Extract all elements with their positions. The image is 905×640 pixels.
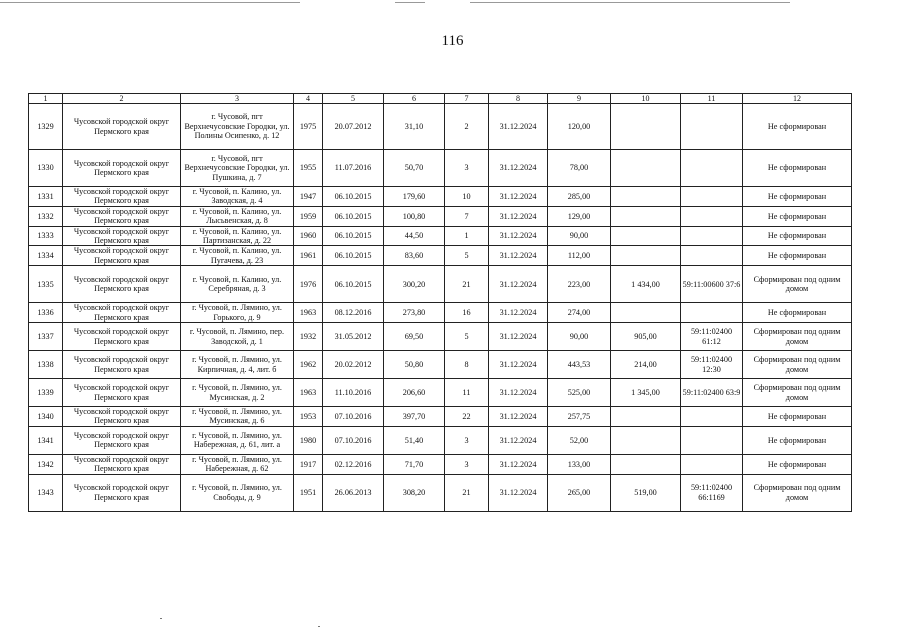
- table-cell-col-10: [611, 303, 681, 323]
- table-cell-col-2: Чусовской городской округ Пермского края: [63, 206, 181, 226]
- table-cell-col-4: 1955: [294, 150, 323, 187]
- column-header: 2: [63, 94, 181, 104]
- table-cell-col-6: 51,40: [384, 426, 445, 454]
- table-cell-col-3: г. Чусовой, п. Лямино, ул. Мусинская, д. 2: [181, 379, 294, 407]
- table-cell-col-6: 69,50: [384, 323, 445, 351]
- table-cell-col-2: Чусовской городской округ Пермского края: [63, 379, 181, 407]
- registry-table: [28, 93, 852, 512]
- table-cell-col-11: [681, 246, 743, 266]
- table-cell-col-9: 257,75: [548, 407, 611, 427]
- table-cell-col-7: 21: [445, 474, 489, 511]
- table-cell-col-1: 1331: [29, 187, 63, 207]
- table-cell-col-4: 1951: [294, 474, 323, 511]
- table-cell-col-1: 1341: [29, 426, 63, 454]
- table-cell-col-1: 1343: [29, 474, 63, 511]
- table-cell-col-4: 1947: [294, 187, 323, 207]
- table-cell-col-2: Чусовской городской округ Пермского края: [63, 187, 181, 207]
- page-number: 116: [441, 33, 464, 49]
- table-cell-col-3: г. Чусовой, п. Лямино, ул. Свободы, д. 9: [181, 474, 294, 511]
- table-cell-col-10: [611, 104, 681, 150]
- table-cell-col-7: 21: [445, 266, 489, 303]
- table-row: [29, 379, 852, 407]
- table-row: [29, 303, 852, 323]
- table-cell-col-2: Чусовской городской округ Пермского края: [63, 104, 181, 150]
- table-cell-col-11: [681, 407, 743, 427]
- table-cell-col-8: 31.12.2024: [489, 206, 548, 226]
- table-cell-col-2: Чусовской городской округ Пермского края: [63, 426, 181, 454]
- table-cell-col-8: 31.12.2024: [489, 426, 548, 454]
- table-row: [29, 226, 852, 246]
- table-cell-col-3: г. Чусовой, п. Калино, ул. Лысьвенская, д. 8: [181, 206, 294, 226]
- table-cell-col-11: 59:11:02400 63:9: [681, 379, 743, 407]
- table-cell-col-4: 1962: [294, 351, 323, 379]
- table-cell-col-6: 50,70: [384, 150, 445, 187]
- table-cell-col-8: 31.12.2024: [489, 246, 548, 266]
- table-cell-col-5: 06.10.2015: [323, 266, 384, 303]
- table-cell-col-7: 1: [445, 226, 489, 246]
- table-row: [29, 407, 852, 427]
- table-cell-col-7: 22: [445, 407, 489, 427]
- table-row: [29, 426, 852, 454]
- table-cell-col-6: 308,20: [384, 474, 445, 511]
- table-cell-col-3: г. Чусовой, п. Лямино, ул. Набережная, д. 61, лит. а: [181, 426, 294, 454]
- table-cell-col-5: 08.12.2016: [323, 303, 384, 323]
- table-cell-col-3: г. Чусовой, п. Лямино, ул. Кирпичная, д. 4, лит. б: [181, 351, 294, 379]
- table-cell-col-6: 50,80: [384, 351, 445, 379]
- table-cell-col-11: 59:11:02400 61:12: [681, 323, 743, 351]
- table-cell-col-1: 1334: [29, 246, 63, 266]
- table-cell-col-9: 112,00: [548, 246, 611, 266]
- table-cell-col-8: 31.12.2024: [489, 323, 548, 351]
- table-cell-col-4: 1963: [294, 379, 323, 407]
- table-row: [29, 206, 852, 226]
- table-cell-col-1: 1340: [29, 407, 63, 427]
- table-cell-col-12: Не сформирован: [743, 407, 852, 427]
- table-cell-col-4: 1975: [294, 104, 323, 150]
- table-cell-col-2: Чусовской городской округ Пермского края: [63, 266, 181, 303]
- table-cell-col-1: 1332: [29, 206, 63, 226]
- table-body: [29, 104, 852, 512]
- table-cell-col-12: Сформирован под одним домом: [743, 474, 852, 511]
- table-cell-col-9: 285,00: [548, 187, 611, 207]
- table-cell-col-1: 1336: [29, 303, 63, 323]
- table-cell-col-2: Чусовской городской округ Пермского края: [63, 226, 181, 246]
- table-cell-col-12: Не сформирован: [743, 150, 852, 187]
- table-cell-col-8: 31.12.2024: [489, 226, 548, 246]
- table-cell-col-10: [611, 454, 681, 474]
- column-header: 7: [445, 94, 489, 104]
- table-cell-col-9: 223,00: [548, 266, 611, 303]
- table-cell-col-1: 1342: [29, 454, 63, 474]
- table-cell-col-5: 02.12.2016: [323, 454, 384, 474]
- table-cell-col-8: 31.12.2024: [489, 474, 548, 511]
- table-cell-col-4: 1961: [294, 246, 323, 266]
- table-cell-col-5: 07.10.2016: [323, 407, 384, 427]
- table-cell-col-10: [611, 206, 681, 226]
- table-cell-col-9: 525,00: [548, 379, 611, 407]
- table-cell-col-5: 31.05.2012: [323, 323, 384, 351]
- table-cell-col-5: 06.10.2015: [323, 206, 384, 226]
- table-row: [29, 266, 852, 303]
- scan-edge-line: [470, 2, 790, 3]
- table-cell-col-10: 214,00: [611, 351, 681, 379]
- table-row: [29, 454, 852, 474]
- table-cell-col-11: [681, 104, 743, 150]
- table-cell-col-9: 265,00: [548, 474, 611, 511]
- table-cell-col-7: 3: [445, 150, 489, 187]
- table-cell-col-4: 1976: [294, 266, 323, 303]
- table-cell-col-11: 59:11:00600 37:6: [681, 266, 743, 303]
- table-cell-col-3: г. Чусовой, п. Калино, ул. Серебряная, д. 3: [181, 266, 294, 303]
- table-cell-col-5: 20.02.2012: [323, 351, 384, 379]
- table-cell-col-2: Чусовской городской округ Пермского края: [63, 246, 181, 266]
- table-cell-col-4: 1959: [294, 206, 323, 226]
- table-row: [29, 246, 852, 266]
- table-row: [29, 323, 852, 351]
- table-cell-col-10: [611, 426, 681, 454]
- table-cell-col-2: Чусовской городской округ Пермского края: [63, 150, 181, 187]
- table-cell-col-5: 06.10.2015: [323, 226, 384, 246]
- table-cell-col-2: Чусовской городской округ Пермского края: [63, 454, 181, 474]
- table-row: [29, 187, 852, 207]
- table-cell-col-9: 274,00: [548, 303, 611, 323]
- table-cell-col-9: 443,53: [548, 351, 611, 379]
- table-cell-col-8: 31.12.2024: [489, 266, 548, 303]
- table-cell-col-7: 8: [445, 351, 489, 379]
- table-cell-col-6: 206,60: [384, 379, 445, 407]
- table-cell-col-1: 1337: [29, 323, 63, 351]
- table-cell-col-11: [681, 150, 743, 187]
- table-cell-col-7: 5: [445, 246, 489, 266]
- table-cell-col-6: 31,10: [384, 104, 445, 150]
- scan-speck: [160, 618, 162, 619]
- table-cell-col-12: Не сформирован: [743, 206, 852, 226]
- table-cell-col-5: 06.10.2015: [323, 187, 384, 207]
- table-cell-col-8: 31.12.2024: [489, 150, 548, 187]
- table-cell-col-6: 273,80: [384, 303, 445, 323]
- table-cell-col-12: Не сформирован: [743, 104, 852, 150]
- table-cell-col-7: 16: [445, 303, 489, 323]
- table-cell-col-4: 1980: [294, 426, 323, 454]
- table-cell-col-3: г. Чусовой, п. Калино, ул. Заводская, д. 4: [181, 187, 294, 207]
- table-cell-col-1: 1338: [29, 351, 63, 379]
- table-cell-col-7: 10: [445, 187, 489, 207]
- table-cell-col-3: г. Чусовой, пгт Верхнечусовские Городки, ул. Пушкина, д. 7: [181, 150, 294, 187]
- table-row: [29, 474, 852, 511]
- table-cell-col-7: 5: [445, 323, 489, 351]
- table-cell-col-5: 06.10.2015: [323, 246, 384, 266]
- table-row: [29, 104, 852, 150]
- column-header: 5: [323, 94, 384, 104]
- table-cell-col-2: Чусовской городской округ Пермского края: [63, 474, 181, 511]
- table-cell-col-1: 1339: [29, 379, 63, 407]
- table-cell-col-6: 44,50: [384, 226, 445, 246]
- table-cell-col-12: Не сформирован: [743, 246, 852, 266]
- table-cell-col-11: [681, 426, 743, 454]
- table-cell-col-7: 11: [445, 379, 489, 407]
- table-cell-col-10: [611, 246, 681, 266]
- table-cell-col-4: 1917: [294, 454, 323, 474]
- table-cell-col-10: 1 434,00: [611, 266, 681, 303]
- table-cell-col-9: 90,00: [548, 226, 611, 246]
- scan-edge-line: [395, 2, 425, 3]
- table-cell-col-4: 1960: [294, 226, 323, 246]
- table-cell-col-8: 31.12.2024: [489, 407, 548, 427]
- table-cell-col-6: 83,60: [384, 246, 445, 266]
- table-cell-col-6: 179,60: [384, 187, 445, 207]
- table-cell-col-3: г. Чусовой, п. Лямино, пер. Заводской, д. 1: [181, 323, 294, 351]
- table-cell-col-8: 31.12.2024: [489, 187, 548, 207]
- table-cell-col-11: [681, 454, 743, 474]
- table-cell-col-11: [681, 187, 743, 207]
- table-cell-col-7: 3: [445, 426, 489, 454]
- table-row: [29, 351, 852, 379]
- table-cell-col-2: Чусовской городской округ Пермского края: [63, 323, 181, 351]
- column-header: 10: [611, 94, 681, 104]
- table-cell-col-10: [611, 407, 681, 427]
- table-cell-col-9: 133,00: [548, 454, 611, 474]
- table-cell-col-9: 90,00: [548, 323, 611, 351]
- table-cell-col-6: 300,20: [384, 266, 445, 303]
- table-cell-col-11: 59:11:02400 12:30: [681, 351, 743, 379]
- table-cell-col-12: Не сформирован: [743, 226, 852, 246]
- table-cell-col-10: [611, 150, 681, 187]
- table-cell-col-8: 31.12.2024: [489, 454, 548, 474]
- column-header: 6: [384, 94, 445, 104]
- table-cell-col-11: [681, 303, 743, 323]
- column-header: 11: [681, 94, 743, 104]
- table-cell-col-8: 31.12.2024: [489, 303, 548, 323]
- table-cell-col-12: Сформирован под одним домом: [743, 323, 852, 351]
- column-header: 4: [294, 94, 323, 104]
- table-cell-col-2: Чусовской городской округ Пермского края: [63, 407, 181, 427]
- table-cell-col-10: 519,00: [611, 474, 681, 511]
- table-row: [29, 150, 852, 187]
- table-cell-col-5: 07.10.2016: [323, 426, 384, 454]
- table-cell-col-6: 71,70: [384, 454, 445, 474]
- table-cell-col-5: 11.10.2016: [323, 379, 384, 407]
- table-cell-col-1: 1333: [29, 226, 63, 246]
- header-row: [29, 94, 852, 104]
- table-cell-col-12: Не сформирован: [743, 187, 852, 207]
- column-header: 8: [489, 94, 548, 104]
- table-cell-col-11: 59:11:02400 66:1169: [681, 474, 743, 511]
- table-cell-col-3: г. Чусовой, п. Лямино, ул. Мусинская, д. 6: [181, 407, 294, 427]
- table-cell-col-11: [681, 206, 743, 226]
- table-cell-col-1: 1330: [29, 150, 63, 187]
- scan-edge-line: [0, 2, 300, 3]
- table-cell-col-2: Чусовской городской округ Пермского края: [63, 351, 181, 379]
- table-cell-col-4: 1932: [294, 323, 323, 351]
- table-cell-col-4: 1953: [294, 407, 323, 427]
- table-cell-col-6: 397,70: [384, 407, 445, 427]
- table-cell-col-5: 26.06.2013: [323, 474, 384, 511]
- table-cell-col-9: 129,00: [548, 206, 611, 226]
- table-cell-col-5: 11.07.2016: [323, 150, 384, 187]
- table-cell-col-10: [611, 187, 681, 207]
- table-cell-col-3: г. Чусовой, п. Лямино, ул. Горького, д. 9: [181, 303, 294, 323]
- table-cell-col-4: 1963: [294, 303, 323, 323]
- table-cell-col-12: Сформирован под одним домом: [743, 266, 852, 303]
- table-cell-col-3: г. Чусовой, п. Лямино, ул. Набережная, д. 62: [181, 454, 294, 474]
- table-cell-col-1: 1335: [29, 266, 63, 303]
- column-header: 12: [743, 94, 852, 104]
- table-cell-col-12: Сформирован под одним домом: [743, 351, 852, 379]
- table-cell-col-2: Чусовской городской округ Пермского края: [63, 303, 181, 323]
- table-cell-col-9: 78,00: [548, 150, 611, 187]
- table-cell-col-11: [681, 226, 743, 246]
- table-cell-col-9: 120,00: [548, 104, 611, 150]
- table-cell-col-12: Не сформирован: [743, 426, 852, 454]
- table-cell-col-10: 1 345,00: [611, 379, 681, 407]
- table-cell-col-12: Сформирован под одним домом: [743, 379, 852, 407]
- scan-speck: [318, 626, 320, 627]
- table-cell-col-7: 2: [445, 104, 489, 150]
- table-cell-col-3: г. Чусовой, п. Калино, ул. Партизанская, д. 22: [181, 226, 294, 246]
- column-header: 1: [29, 94, 63, 104]
- table-cell-col-3: г. Чусовой, п. Калино, ул. Пугачева, д. 23: [181, 246, 294, 266]
- table-cell-col-5: 20.07.2012: [323, 104, 384, 150]
- table-cell-col-7: 3: [445, 454, 489, 474]
- table-cell-col-9: 52,00: [548, 426, 611, 454]
- column-header: 9: [548, 94, 611, 104]
- table-cell-col-8: 31.12.2024: [489, 104, 548, 150]
- table-cell-col-7: 7: [445, 206, 489, 226]
- table-cell-col-10: [611, 226, 681, 246]
- table-cell-col-12: Не сформирован: [743, 454, 852, 474]
- table-cell-col-1: 1329: [29, 104, 63, 150]
- table-cell-col-3: г. Чусовой, пгт Верхнечусовские Городки, ул. Полины Осипенко, д. 12: [181, 104, 294, 150]
- column-header: 3: [181, 94, 294, 104]
- table-cell-col-12: Не сформирован: [743, 303, 852, 323]
- table-cell-col-8: 31.12.2024: [489, 379, 548, 407]
- table-cell-col-8: 31.12.2024: [489, 351, 548, 379]
- table-cell-col-6: 100,80: [384, 206, 445, 226]
- table-cell-col-10: 905,00: [611, 323, 681, 351]
